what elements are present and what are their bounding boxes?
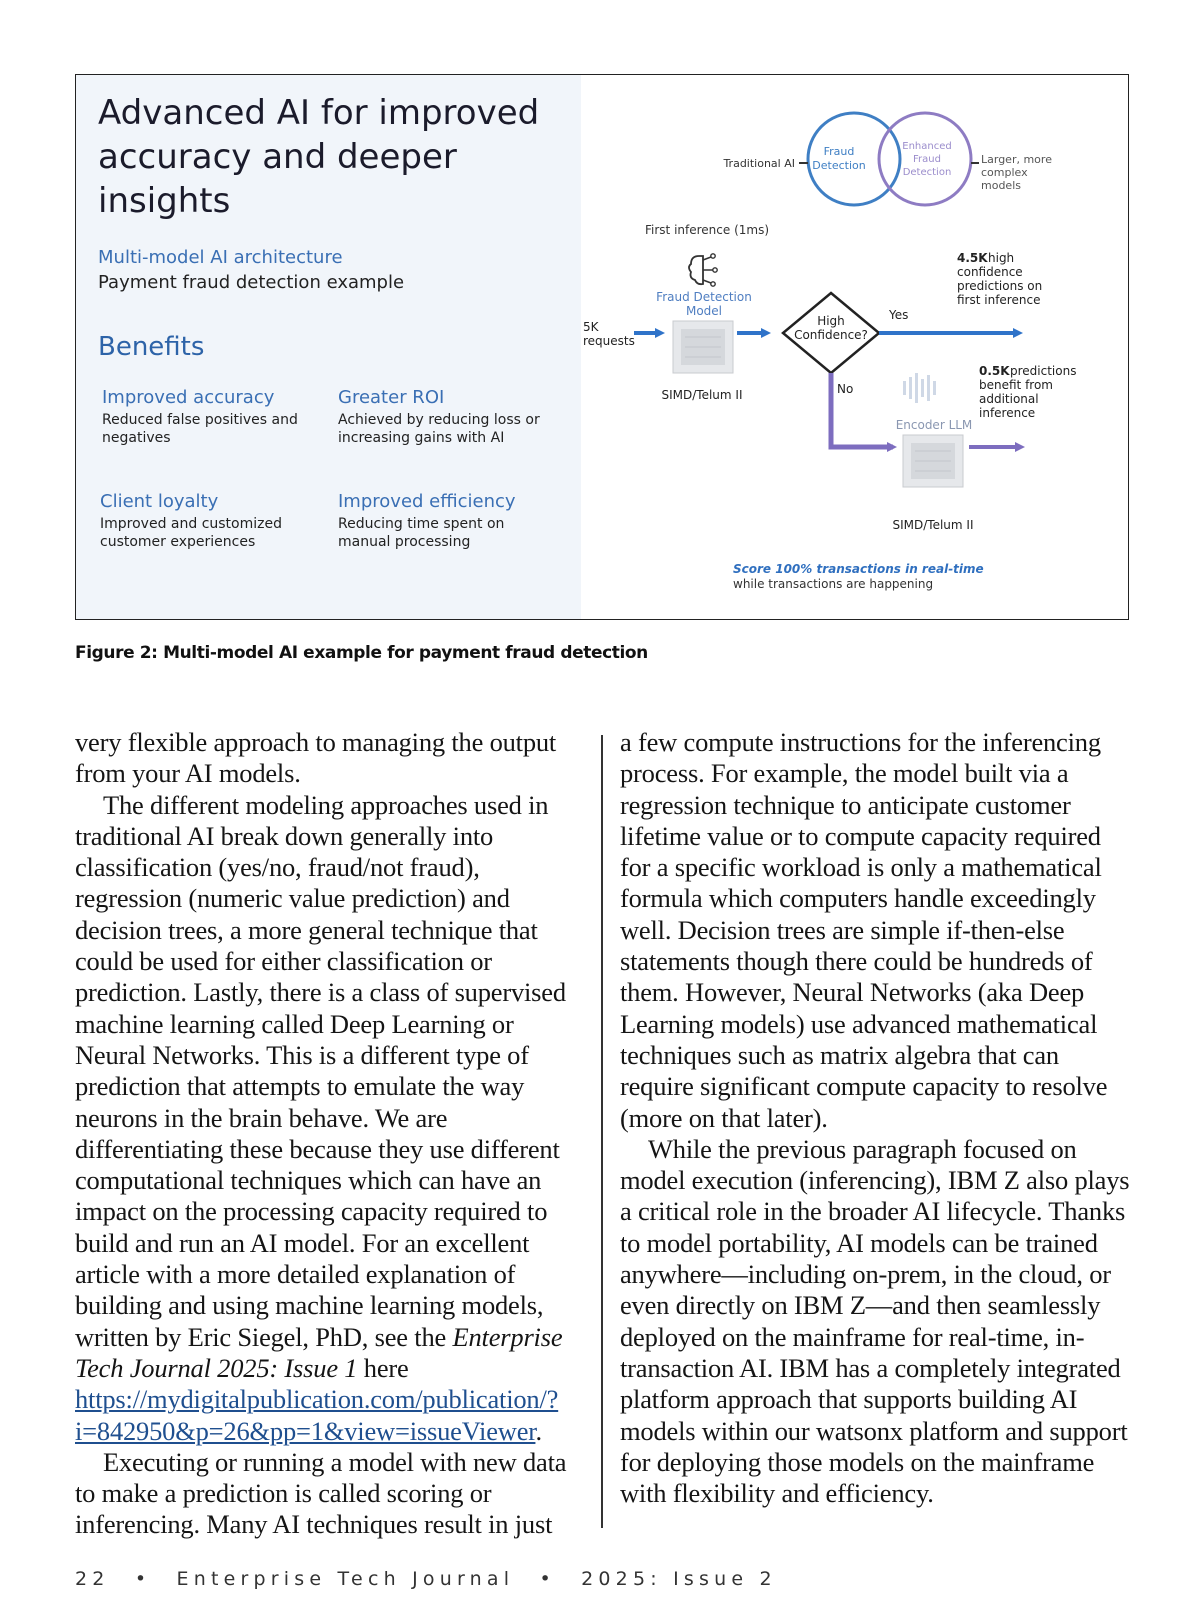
high-conf-text-1: high [988, 251, 1015, 265]
score-line-2: while transactions are happening [733, 577, 934, 591]
larger-models-label-1: Larger, more [981, 153, 1052, 166]
no-label: No [837, 382, 854, 396]
figure-subtitle-example: Payment fraud detection example [98, 272, 405, 293]
encoder-llm-icon [903, 373, 936, 403]
additional-text-2: benefit from [979, 378, 1053, 392]
paragraph: a few compute instructions for the inferencing process. For example, the model built via a regression technique to anticipate customer lifetime value or to compute capacity required for a specific workload is only a mathematical formula which computers handle exceedingly well. Decision trees are simple if-then-else statements though there could be hundreds of them. However, Neural Networks (aka Deep Learning models) use advanced mathematical techniques such as matrix algebra that can require significant compute capacity to resolve (more on that later). [620, 727, 1108, 1133]
benefit-improved-efficiency [338, 491, 538, 551]
score-line-1: Score 100% transactions in real-time [733, 562, 984, 576]
column-divider [601, 735, 603, 1528]
requests-label: requests [583, 334, 635, 348]
benefit-description: Improved and customized customer experiences [100, 516, 282, 550]
paragraph: very flexible approach to managing the output from your AI models. [75, 727, 557, 789]
benefit-title: Improved accuracy [102, 387, 275, 408]
first-inference-label: First inference (1ms) [645, 223, 770, 237]
benefits-heading: Benefits [98, 332, 205, 362]
fraud-detection-label-2: Detection [812, 159, 866, 172]
page-number: 22 [75, 1568, 110, 1590]
figure-subtitle-architecture: Multi-model AI architecture [98, 247, 343, 268]
benefit-greater-roi [338, 387, 548, 447]
figure-caption: Figure 2: Multi-model AI example for payment fraud detection [75, 643, 648, 663]
high-conf-text-2: confidence [957, 265, 1023, 279]
simd-telum-right-label: SIMD/Telum II [892, 518, 974, 532]
high-conf-text-4: first inference [957, 293, 1041, 307]
benefit-title: Greater ROI [338, 387, 445, 408]
benefit-improved-accuracy [102, 387, 302, 447]
benefit-client-loyalty [100, 491, 300, 551]
publication-name: Enterprise Tech Journal [176, 1568, 515, 1590]
benefit-description: Reduced false positives and negatives [102, 412, 298, 446]
footer-bullet: • [134, 1568, 152, 1590]
high-conf-value: 4.5K [957, 251, 988, 265]
issue-label: 2025: Issue 2 [581, 1568, 777, 1590]
high-conf-text-3: predictions on [957, 279, 1043, 293]
benefit-title: Improved efficiency [338, 491, 516, 512]
link-period: . [535, 1415, 542, 1446]
figure [75, 74, 1129, 620]
telum-chip-right [903, 435, 963, 487]
article-column-left [75, 727, 585, 1541]
article-column-right [620, 727, 1130, 1509]
fraud-detection-label-1: Fraud [823, 145, 855, 158]
figure-headline: Advanced AI for improved accuracy and deeper insights [98, 93, 540, 221]
here-text: here [363, 1352, 409, 1383]
fraud-detection-diagram [581, 75, 1128, 619]
journal-citation: Enterprise Tech Journal 2025: Issue 1 [75, 1321, 563, 1383]
requests-value: 5K [583, 320, 599, 334]
enhanced-fraud-label-2: Fraud [913, 154, 941, 165]
additional-value: 0.5K [979, 364, 1010, 378]
encoder-llm-label: Encoder LLM [895, 418, 973, 432]
additional-text-1: predictions [1010, 364, 1077, 378]
high-confidence-label-1: High [817, 314, 845, 328]
paragraph-text: The different modeling approaches used in traditional AI break down generally into classification (yes/no, fraud/not fraud), regression (numeric value prediction) and decision trees, a more general technique that could be used for either classification or prediction. Lastly, there is a class of supervised machine learning called Deep Learning or Neural Networks. This is a different type of prediction that attempts to emulate the way neurons in the brain behave. We are differentiating these because they use different computational techniques which can have an impact on the processing capacity required to build and run an AI model. For an excellent article with a more detailed explanation of building and using machine learning models, written by Eric Siegel, PhD, see the [75, 789, 566, 1352]
yes-label: Yes [889, 308, 909, 322]
enhanced-fraud-label-1: Enhanced [902, 141, 952, 152]
figure-benefits-panel [76, 75, 581, 619]
fd-model-label-1: Fraud Detection [656, 290, 752, 304]
benefit-title: Client loyalty [100, 491, 219, 512]
paragraph [75, 790, 585, 1447]
benefit-description: Achieved by reducing loss or increasing gains with AI [338, 412, 540, 446]
article-link[interactable]: https://mydigitalpublication.com/publication/?i=842950&p=26&pp=1&view=issueViewer [75, 1384, 559, 1446]
enhanced-fraud-label-3: Detection [902, 167, 952, 178]
paragraph: Executing or running a model with new data to make a prediction is called scoring or inferencing. Many AI techniques result in just [75, 1446, 567, 1540]
high-confidence-label-2: Confidence? [794, 328, 868, 342]
fd-model-label-2: Model [685, 304, 723, 318]
larger-models-label-2: complex [981, 166, 1028, 179]
traditional-ai-label: Traditional AI [723, 157, 795, 170]
page-footer [75, 1568, 791, 1590]
benefit-description: Reducing time spent on manual processing [338, 516, 505, 550]
footer-bullet: • [539, 1568, 556, 1590]
neural-network-icon [689, 254, 717, 286]
paragraph: While the previous paragraph focused on model execution (inferencing), IBM Z also plays a critical role in the broader AI lifecycle. Thanks to model portability, AI models can be trained anywhere—including on-prem, in the cloud, or even directly on IBM Z—and then seamlessly deployed on the mainframe for real-time, in-transaction AI. IBM has a completely integrated platform approach that supports building AI models within our watsonx platform and support for deploying those models on the mainframe with flexibility and efficiency. [620, 1133, 1130, 1509]
additional-text-3: additional [979, 392, 1039, 406]
simd-telum-left-label: SIMD/Telum II [661, 388, 743, 402]
telum-chip-left [673, 321, 733, 373]
larger-models-label-3: models [981, 179, 1021, 192]
additional-text-4: inference [979, 406, 1036, 420]
diagram-svg [581, 75, 1128, 618]
